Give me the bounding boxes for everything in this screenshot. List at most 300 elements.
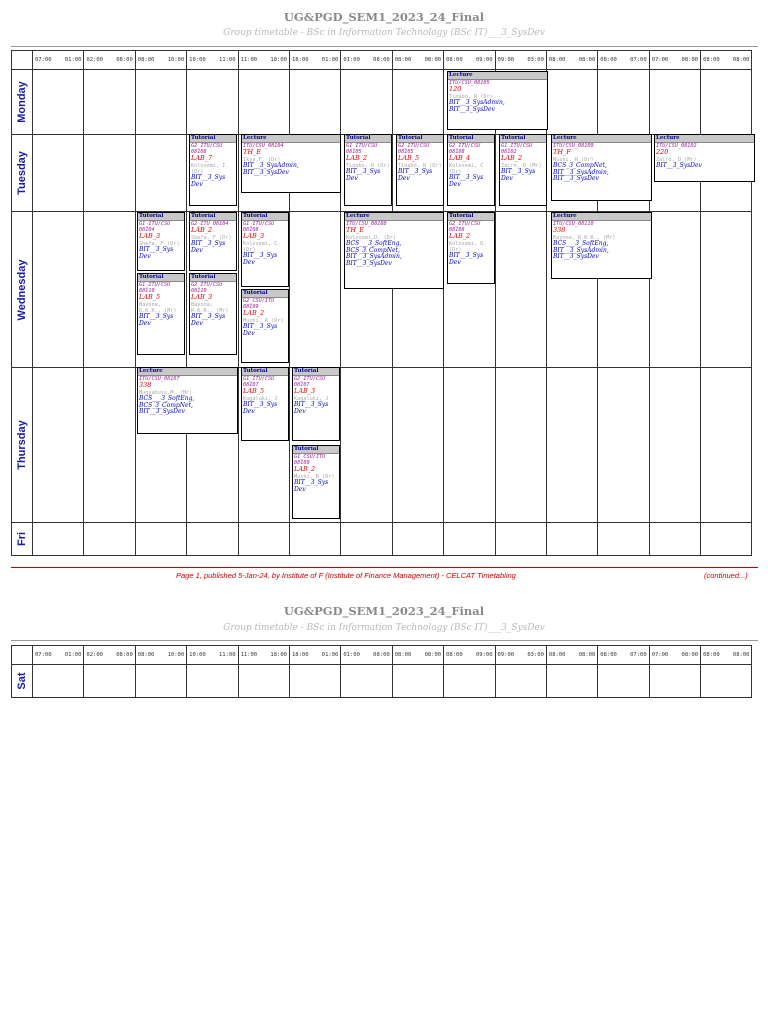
time-slot-cell [341,523,392,556]
time-slot-header [444,51,495,70]
time-slot-cell [33,212,84,368]
page-title: UG&PGD_SEM1_2023_24_Final [283,10,485,24]
event-group: BIT__3_Sys Dev [243,323,278,337]
event-group: BCS_3_CompNet, [139,401,193,409]
time-tick-label: 18:00 [291,57,309,63]
time-tick-label: 08:00 [373,652,390,658]
time-slot-cell [701,368,752,523]
event-staff: Bayona, R.K.K., (Mr) [191,301,229,315]
event-group: BIT__3_Sys Dev [139,246,174,260]
time-slot-cell [33,523,84,556]
time-slot-cell [701,523,752,556]
time-slot-cell [649,523,700,556]
time-slot-header [135,51,186,70]
event-module-code: G2_ITU/CSU 08110 [191,282,223,295]
tutorial-event[interactable] [447,134,495,206]
event-module-code: G1_ITU/CSU 08110 [139,282,171,295]
event-group: BIT__3_Sys Dev [191,239,226,254]
event-staff: Shefa, F (Dr) [191,234,232,241]
time-tick-label: 18:00 [270,57,287,63]
event-room: LAB_3 [243,232,265,241]
time-tick-label: 08:00 [137,57,155,63]
time-header-row-page2 [12,646,752,665]
event-room: TH_E [346,226,364,235]
tutorial-event[interactable] [189,212,237,271]
time-slot-cell [392,368,443,523]
event-group: BIT__3_Sys Dev [294,479,329,493]
event-staff: Kolosemi,D. (Dr) [346,234,396,241]
time-slot-cell [135,70,186,135]
event-module-code: ITU/CSU_08108 [346,221,387,227]
event-staff: Kolosemi, C. (Dr) [243,240,281,254]
event-group: BIT__3_SysDev [553,253,599,261]
event-group: BCS_3_CompNet, [346,246,400,254]
event-room: LAB_3 [191,293,213,302]
event-module-code: G1_ITU/CSU 08105 [346,143,378,156]
time-tick-label: 10:00 [189,57,206,63]
time-tick-label: 08:00 [373,57,390,63]
time-slot-header [701,51,752,70]
day-row-thursday [12,368,752,523]
time-tick-label: 07:00 [35,652,52,658]
event-group: BCS___3_SoftEng, [553,239,609,247]
time-tick-label: 01:00 [321,652,339,658]
lecture-event[interactable] [447,71,548,130]
time-slot-cell [187,665,238,698]
event-staff: Kagaluki, J [243,395,278,402]
time-slot-cell [289,212,340,368]
event-module-code: G2_CSU/ITU 08109 [243,298,275,311]
time-tick-label: 08:00 [424,652,442,658]
event-room: LAB_5 [243,387,265,396]
time-slot-header [701,646,752,665]
event-group: BIT__3_Sys Dev [449,252,484,266]
footer-continued: (continued...) [704,571,748,580]
time-tick-label: 11:00 [219,652,236,658]
time-tick-label: 08:00 [394,652,412,658]
time-tick-label: 09:00 [475,652,493,658]
time-tick-label: 02:00 [86,652,103,658]
timetable-grid-page2 [11,645,752,698]
event-type-label: Lecture [655,135,754,143]
time-slot-header [187,51,238,70]
event-group: BIT__3_Sys Dev [294,401,329,415]
event-type-label: Tutorial [242,368,288,376]
event-type-label: Lecture [552,213,651,221]
time-tick-label: 08:00 [703,57,720,63]
time-tick-label: 08:00 [681,57,699,63]
event-group: BIT__3_Sys Dev [139,313,174,327]
day-label-monday: Monday [16,81,28,123]
tutorial-event[interactable] [499,134,547,206]
event-module-code: G1_ITU/CSU 08102 [501,143,533,156]
event-staff: Kolosemi, I. (Dr) [191,162,229,176]
time-slot-cell [495,523,546,556]
event-group: BIT__3_Sys Dev [191,174,226,188]
footer-publish-info: Page 1, published 5-Jan-24, by Institute of F (Institute of Finance Management) - CELCAT Timetabling [176,571,516,580]
time-slot-header [33,646,84,665]
time-slot-cell [444,523,495,556]
time-slot-cell [495,368,546,523]
time-tick-label: 08:00 [424,57,442,63]
event-type-label: Tutorial [293,446,339,454]
time-tick-label: 08:00 [137,652,155,658]
event-type-label: Tutorial [397,135,443,143]
lecture-event[interactable] [344,212,444,289]
lecture-event[interactable] [551,134,652,201]
time-tick-label: 08:00 [548,652,566,658]
time-header-row [12,51,752,70]
event-room: LAB_2 [191,226,213,235]
time-slot-cell [84,212,135,368]
event-staff: Mushi, R (Dr) [243,317,284,324]
tutorial-event[interactable] [137,273,185,355]
event-group: BIT__3_SysAdmin, [449,98,505,106]
time-tick-label: 01:00 [343,57,360,63]
event-room: LAB_3 [294,387,316,396]
time-slot-cell [701,70,752,135]
lecture-event[interactable] [551,212,652,279]
time-slot-cell [135,523,186,556]
event-staff: Bayona, R.K.K., (Mr) [139,301,177,315]
time-slot-cell [33,665,84,698]
day-row-friday [12,523,752,556]
time-slot-cell [33,368,84,523]
event-module-code: G1_CSU/ITU 08109 [294,454,326,467]
time-slot-cell [649,70,700,135]
time-tick-label: 08:00 [600,57,617,63]
time-slot-header [238,646,289,665]
event-group: BIT__3_SysDev [656,161,702,169]
time-slot-cell [701,212,752,368]
time-tick-label: 07:00 [630,652,647,658]
tutorial-event[interactable] [241,367,289,441]
event-staff: Kolosemi, D. (Dr) [449,240,487,254]
time-tick-label: 09:00 [475,57,493,63]
time-tick-label: 18:00 [270,652,287,658]
event-staff: Ikya,F. (Dr) [243,156,281,163]
time-slot-cell [649,665,700,698]
time-slot-header [33,51,84,70]
time-slot-cell [289,70,340,135]
event-staff: Mugyabuso,M. (Mr) [139,389,193,396]
time-tick-label: 10:00 [189,652,206,658]
event-room: LAB_4 [449,154,471,163]
event-module-code: G2_ITU 08104 [191,221,229,227]
time-tick-label: 07:00 [35,57,52,63]
event-type-label: Lecture [138,368,237,376]
event-group: BIT__3_Sys Dev [243,401,278,415]
time-slot-cell [135,135,186,212]
time-tick-label: 03:00 [527,652,544,658]
event-group: BCS___3_SoftEng, [346,239,402,247]
event-group: BIT__3_SysDev [139,408,185,416]
event-staff: Kolosemi, C (Dr) [449,162,484,176]
time-slot-header [546,51,597,70]
event-module-code: G2_ITU/CSU 08108 [449,221,481,234]
event-staff: Mushi, R (Dr) [294,473,335,480]
tutorial-event[interactable] [189,134,237,206]
time-slot-cell [33,135,84,212]
time-slot-header [392,646,443,665]
time-slot-header [187,646,238,665]
time-tick-label: 11:00 [219,57,236,63]
time-slot-cell [649,212,700,368]
event-module-code: G1_ITU/CSU 08108 [243,221,275,234]
event-room: 338 [139,381,152,390]
time-slot-header [598,646,649,665]
time-tick-label: 09:00 [497,57,515,63]
time-tick-label: 07:00 [651,652,669,658]
time-slot-cell [135,665,186,698]
event-group: BIT__3_SysAdmin, [346,253,402,261]
time-slot-cell [392,665,443,698]
event-group: BIT__3_Sys Dev [191,313,226,327]
time-tick-label: 08:00 [116,57,133,63]
tutorial-event[interactable] [241,289,289,363]
time-slot-header [84,51,135,70]
time-tick-label: 11:00 [240,57,258,63]
time-slot-cell [444,665,495,698]
event-group: BIT__3_SysDev [449,105,495,113]
event-group: BCS___3_SoftEng, [139,394,195,402]
time-slot-cell [598,70,649,135]
time-slot-cell [84,523,135,556]
event-staff: Tinabo, R (Dr) [449,93,493,100]
event-staff: Tinabo, R (Dr) [398,162,442,169]
tutorial-event[interactable] [137,212,185,271]
time-slot-cell [84,135,135,212]
time-tick-label: 11:00 [240,652,258,658]
lecture-event[interactable] [654,134,755,182]
event-module-code: ITU/CSU_08102 [656,143,697,149]
time-slot-header [598,51,649,70]
time-slot-cell [444,368,495,523]
event-module-code: ITU/CSU_08109 [553,143,594,149]
time-slot-header [84,646,135,665]
event-room: TH_F [553,148,571,157]
time-tick-label: 08:00 [548,57,566,63]
event-type-label: Tutorial [345,135,391,143]
day-label-friday: Fri [16,531,28,547]
event-group: BCS_3_CompNet, [553,161,607,169]
time-tick-label: 18:00 [291,652,309,658]
time-tick-label: 01:00 [64,57,82,63]
page2-subtitle: Group timetable - BSc in Information Technology (BSc IT)___3_SysDev [223,623,545,633]
page2-title-divider [11,640,758,641]
event-room: LAB_5 [139,293,161,302]
time-tick-label: 10:00 [167,652,185,658]
time-slot-header [392,51,443,70]
event-type-label: Tutorial [448,135,494,143]
lecture-event[interactable] [241,134,341,193]
event-type-label: Tutorial [190,135,236,143]
time-tick-label: 08:00 [394,57,412,63]
time-tick-label: 07:00 [651,57,669,63]
time-tick-label: 08:00 [446,652,463,658]
time-slot-cell [84,70,135,135]
event-room: LAB_2 [501,154,523,163]
event-group: BIT__3_SysAdmin, [243,161,299,169]
event-group: BIT__3_Sys Dev [501,168,536,182]
time-slot-cell [392,523,443,556]
tutorial-event[interactable] [396,134,444,206]
time-tick-label: 02:00 [86,57,103,63]
time-slot-cell [546,368,597,523]
event-group: BIT__3_SysDev [346,259,392,267]
tutorial-event[interactable] [241,212,289,287]
event-type-label: Tutorial [448,213,494,221]
time-tick-label: 07:00 [630,57,647,63]
day-label-thursday: Thursday [16,420,28,470]
time-tick-label: 08:00 [732,57,750,63]
time-tick-label: 01:00 [321,57,339,63]
time-slot-cell [187,70,238,135]
event-module-code: G1_ITU/CSU 08104 [139,221,171,234]
event-type-label: Tutorial [138,274,184,282]
time-slot-cell [187,523,238,556]
event-room: LAB_2 [449,232,471,241]
time-tick-label: 08:00 [578,57,596,63]
event-room: 338 [553,226,566,235]
time-slot-cell [701,665,752,698]
lecture-event[interactable] [137,367,238,434]
time-slot-header [289,646,340,665]
event-staff: Shefa, F (Dr) [139,240,180,247]
tutorial-event[interactable] [344,134,392,206]
time-slot-cell [546,665,597,698]
event-module-code: G2_ITU/CSU 08108 [191,143,223,156]
page2-title: UG&PGD_SEM1_2023_24_Final [283,604,485,618]
time-slot-header [135,646,186,665]
event-group: BIT__3_SysAdmin, [553,246,609,254]
time-slot-header [495,646,546,665]
event-type-label: Tutorial [190,274,236,282]
time-tick-label: 08:00 [681,652,699,658]
time-slot-cell [33,70,84,135]
time-slot-cell [341,70,392,135]
time-slot-header [341,646,392,665]
day-label-saturday: Sat [16,672,28,690]
event-type-label: Tutorial [293,368,339,376]
event-type-label: Tutorial [242,213,288,221]
time-slot-cell [341,368,392,523]
event-staff: Kagaluki, J [294,395,329,402]
time-slot-cell [495,665,546,698]
tutorial-event[interactable] [292,445,340,519]
event-room: LAB_7 [191,154,213,163]
event-module-code: ITU/CSU_08104 [243,143,284,149]
time-tick-label: 08:00 [116,652,133,658]
event-type-label: Lecture [345,213,443,221]
time-slot-cell [238,70,289,135]
time-slot-cell [238,523,289,556]
event-staff: Mushi, R (Dr) [553,156,594,163]
event-module-code: ITU/CSU_08105 [449,80,490,86]
time-tick-label: 08:00 [446,57,463,63]
page-subtitle: Group timetable - BSc in Information Technology (BSc IT)___3_SysDev [223,28,545,38]
event-staff: Tinabo, R (Dr) [346,162,390,169]
event-group: BIT__3_Sys Dev [346,168,381,182]
event-module-code: ITU/CSU_08107 [139,376,180,382]
event-room: LAB_3 [139,232,161,241]
event-group: BIT__3_Sys Dev [398,168,433,182]
event-module-code: ITU/CSU_08110 [553,221,594,227]
event-type-label: Lecture [242,135,340,143]
time-tick-label: 08:00 [703,652,720,658]
event-staff: Zairo, D (Mr) [501,162,542,169]
event-group: BIT__3_SysAdmin, [553,168,609,176]
time-slot-header [649,646,700,665]
time-slot-cell [649,368,700,523]
time-slot-header [289,51,340,70]
timetable-grid [11,50,752,556]
time-slot-cell [392,70,443,135]
event-room: LAB_2 [243,309,265,318]
event-type-label: Tutorial [190,213,236,221]
time-tick-label: 01:00 [64,652,82,658]
event-group: BIT__3_Sys Dev [243,252,278,266]
event-type-label: Lecture [448,72,547,80]
event-module-code: G2_ITU/CSU 08105 [398,143,430,156]
event-room: 220 [656,148,669,157]
event-room: TH_E [243,148,261,157]
time-slot-cell [598,665,649,698]
event-group: BIT__3_SysDev [553,175,599,183]
time-slot-cell [84,665,135,698]
time-tick-label: 08:00 [732,652,750,658]
event-type-label: Tutorial [500,135,546,143]
time-tick-label: 10:00 [167,57,185,63]
time-tick-label: 08:00 [578,652,596,658]
event-room: LAB_2 [346,154,368,163]
time-tick-label: 01:00 [343,652,360,658]
time-slot-cell [289,523,340,556]
time-slot-cell [598,523,649,556]
event-module-code: G1_ITU/CSU 08107 [243,376,275,389]
time-slot-header [238,51,289,70]
time-slot-header [649,51,700,70]
tutorial-event[interactable] [447,212,495,284]
time-slot-header [546,646,597,665]
event-room: LAB_2 [294,465,316,474]
tutorial-event[interactable] [189,273,237,355]
day-label-tuesday: Tuesday [16,151,28,195]
time-slot-cell [84,368,135,523]
time-slot-cell [495,212,546,368]
time-slot-header [444,646,495,665]
event-staff: Zairo, D (Mr) [656,156,697,163]
time-slot-cell [598,368,649,523]
time-slot-cell [546,523,597,556]
time-tick-label: 09:00 [497,652,515,658]
time-slot-header [495,51,546,70]
event-room: 120 [449,85,462,94]
event-room: LAB_5 [398,154,420,163]
event-module-code: G2_ITU/CSU 08108 [449,143,481,156]
time-tick-label: 08:00 [600,652,617,658]
time-slot-cell [546,70,597,135]
event-type-label: Tutorial [242,290,288,298]
time-tick-label: 03:00 [527,57,544,63]
day-row-saturday [12,665,752,698]
event-type-label: Tutorial [138,213,184,221]
event-group: BIT__3_Sys Dev [449,174,484,188]
time-slot-cell [341,665,392,698]
tutorial-event[interactable] [292,367,340,441]
event-group: BIT__3_SysDev [243,168,289,176]
footer-divider [11,567,758,568]
